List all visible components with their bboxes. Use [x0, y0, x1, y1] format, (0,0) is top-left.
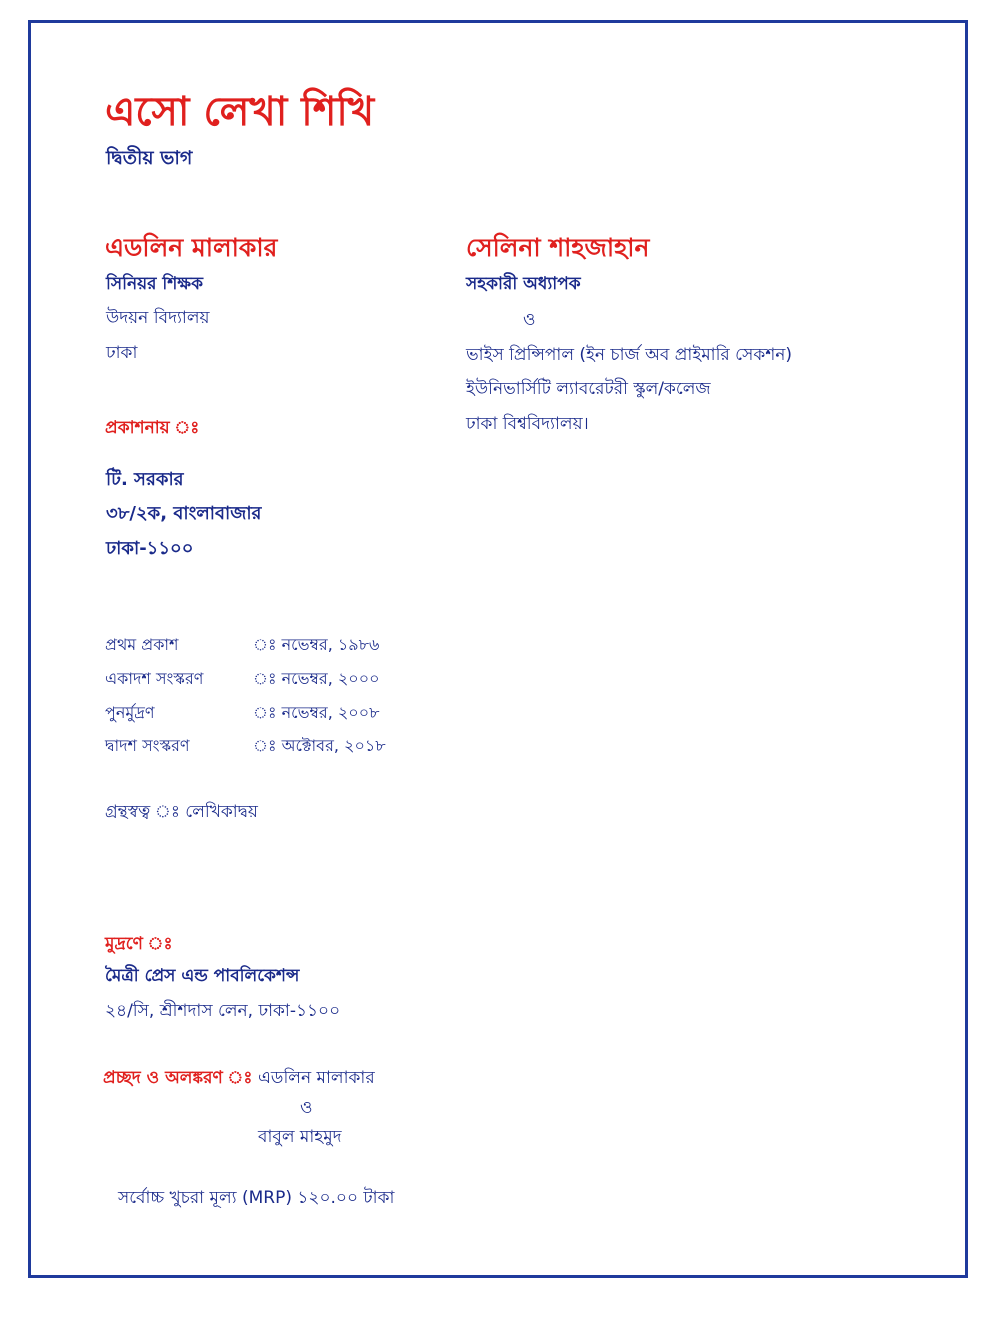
printer-label: মুদ্রণে ঃ: [105, 934, 173, 954]
publisher-name: টি. সরকার: [106, 469, 184, 490]
book-title: এসো লেখা শিখি: [105, 89, 375, 135]
cover-artist1: এডলিন মালাকার: [258, 1068, 375, 1088]
publisher-address: ৩৮/২ক, বাংলাবাজার: [106, 503, 262, 524]
edition-label: একাদশ সংস্করণ: [105, 669, 204, 688]
author1-school: উদয়ন বিদ্যালয়: [106, 308, 210, 328]
author1-city: ঢাকা: [106, 343, 138, 363]
edition-row: [105, 632, 379, 659]
printer-name: মৈত্রী প্রেস এন্ড পাবলিকেশন্স: [105, 966, 300, 986]
author1-name: এডলিন মালাকার: [105, 233, 278, 262]
edition-row: [105, 666, 380, 693]
cover-label: প্রচ্ছদ ও অলঙ্করণ ঃ: [103, 1068, 253, 1088]
cover-conjunction: ও: [300, 1098, 313, 1118]
edition-value: ঃ নভেম্বর, ২০০৮: [253, 703, 380, 722]
edition-value: ঃ নভেম্বর, ১৯৮৬: [253, 635, 380, 654]
edition-value: ঃ অক্টোবর, ২০১৮: [253, 736, 386, 755]
printer-address: ২৪/সি, শ্রীশদাস লেন, ঢাকা-১১০০: [105, 1001, 341, 1021]
price-line: সর্বোচ্চ খুচরা মূল্য (MRP) ১২০.০০ টাকা: [118, 1188, 395, 1208]
author2-conjunction: ও: [523, 310, 536, 330]
book-subtitle: দ্বিতীয় ভাগ: [106, 147, 193, 169]
copyright-line: গ্রন্থস্বত্ব ঃ লেখিকাদ্বয়: [105, 802, 258, 822]
edition-row: [105, 733, 386, 760]
author2-university: ঢাকা বিশ্ববিদ্যালয়।: [466, 414, 589, 434]
author2-name: সেলিনা শাহজাহান: [466, 233, 650, 262]
author2-institution: ইউনিভার্সিটি ল্যাবরেটরী স্কুল/কলেজ: [466, 379, 711, 399]
cover-artist2: বাবুল মাহমুদ: [258, 1127, 342, 1147]
author2-role: ভাইস প্রিন্সিপাল (ইন চার্জ অব প্রাইমারি সেকশন): [466, 345, 793, 365]
author1-position: সিনিয়র শিক্ষক: [106, 274, 203, 294]
edition-label: প্রথম প্রকাশ: [105, 635, 179, 654]
author2-position: সহকারী অধ্যাপক: [466, 274, 581, 294]
edition-value: ঃ নভেম্বর, ২০০০: [253, 669, 380, 688]
edition-label: পুনর্মুদ্রণ: [105, 703, 155, 722]
publisher-label: প্রকাশনায় ঃ: [105, 418, 200, 438]
publisher-city: ঢাকা-১১০০: [106, 538, 194, 559]
edition-row: [105, 700, 380, 727]
edition-label: দ্বাদশ সংস্করণ: [105, 736, 190, 755]
